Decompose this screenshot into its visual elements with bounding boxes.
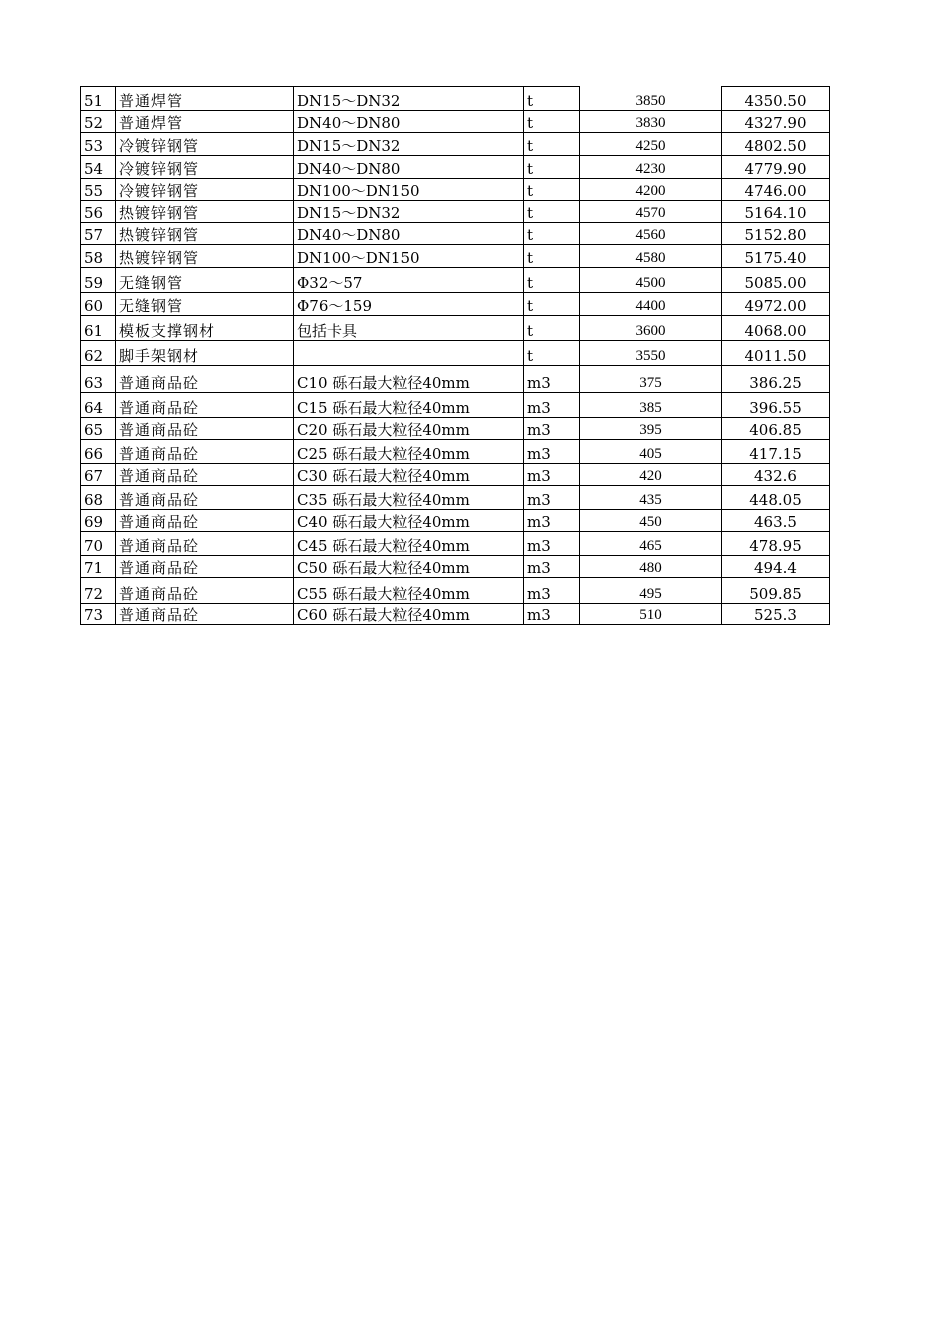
unit-cell: m3 <box>524 578 580 604</box>
adjusted-price: 406.85 <box>722 418 830 440</box>
unit-cell: t <box>524 87 580 111</box>
table-row <box>81 510 830 532</box>
table-row <box>81 156 830 179</box>
adjusted-price: 396.55 <box>722 393 830 418</box>
material-spec: C60 砾石最大粒径40mm <box>294 604 524 625</box>
adjusted-price: 448.05 <box>722 486 830 510</box>
adjusted-price: 417.15 <box>722 440 830 464</box>
material-spec <box>294 341 524 366</box>
unit-cell: t <box>524 223 580 245</box>
table-row <box>81 532 830 556</box>
material-spec: C25 砾石最大粒径40mm <box>294 440 524 464</box>
base-price: 510 <box>580 604 722 625</box>
table-row <box>81 366 830 393</box>
table-row <box>81 604 830 625</box>
adjusted-price: 5164.10 <box>722 201 830 223</box>
unit-cell: t <box>524 341 580 366</box>
table-row <box>81 201 830 223</box>
material-spec: DN100～DN150 <box>294 245 524 268</box>
material-name: 无缝钢管 <box>116 268 294 293</box>
base-price: 4560 <box>580 223 722 245</box>
base-price: 4500 <box>580 268 722 293</box>
unit-cell: m3 <box>524 418 580 440</box>
material-name: 普通商品砼 <box>116 604 294 625</box>
unit-cell: m3 <box>524 604 580 625</box>
adjusted-price: 494.4 <box>722 556 830 578</box>
table-row <box>81 440 830 464</box>
material-spec: DN40～DN80 <box>294 156 524 179</box>
row-number: 66 <box>81 440 116 464</box>
unit-cell: t <box>524 268 580 293</box>
unit-cell: t <box>524 201 580 223</box>
adjusted-price: 4972.00 <box>722 293 830 316</box>
row-number: 54 <box>81 156 116 179</box>
base-price: 3600 <box>580 316 722 341</box>
material-name: 脚手架钢材 <box>116 341 294 366</box>
material-spec: DN40～DN80 <box>294 111 524 133</box>
adjusted-price: 5085.00 <box>722 268 830 293</box>
material-spec: C50 砾石最大粒径40mm <box>294 556 524 578</box>
material-name: 普通商品砼 <box>116 510 294 532</box>
material-spec: C20 砾石最大粒径40mm <box>294 418 524 440</box>
adjusted-price: 4011.50 <box>722 341 830 366</box>
base-price: 385 <box>580 393 722 418</box>
material-spec: C15 砾石最大粒径40mm <box>294 393 524 418</box>
material-spec: C35 砾石最大粒径40mm <box>294 486 524 510</box>
table-row <box>81 464 830 486</box>
row-number: 57 <box>81 223 116 245</box>
material-spec: C45 砾石最大粒径40mm <box>294 532 524 556</box>
material-name: 冷镀锌钢管 <box>116 133 294 156</box>
material-spec: C10 砾石最大粒径40mm <box>294 366 524 393</box>
base-price: 3850 <box>580 87 722 111</box>
material-name: 普通商品砼 <box>116 393 294 418</box>
base-price: 405 <box>580 440 722 464</box>
base-price: 450 <box>580 510 722 532</box>
material-name: 热镀锌钢管 <box>116 201 294 223</box>
row-number: 56 <box>81 201 116 223</box>
material-spec: C30 砾石最大粒径40mm <box>294 464 524 486</box>
unit-cell: t <box>524 133 580 156</box>
material-name: 普通焊管 <box>116 87 294 111</box>
material-name: 普通商品砼 <box>116 464 294 486</box>
material-spec: 包括卡具 <box>294 316 524 341</box>
row-number: 63 <box>81 366 116 393</box>
material-spec: Φ32～57 <box>294 268 524 293</box>
unit-cell: t <box>524 156 580 179</box>
unit-cell: m3 <box>524 556 580 578</box>
row-number: 64 <box>81 393 116 418</box>
material-spec: DN100～DN150 <box>294 179 524 201</box>
row-number: 68 <box>81 486 116 510</box>
material-spec: C55 砾石最大粒径40mm <box>294 578 524 604</box>
row-number: 58 <box>81 245 116 268</box>
adjusted-price: 478.95 <box>722 532 830 556</box>
material-price-table <box>80 86 830 625</box>
row-number: 70 <box>81 532 116 556</box>
table-row <box>81 223 830 245</box>
base-price: 3830 <box>580 111 722 133</box>
row-number: 73 <box>81 604 116 625</box>
material-name: 冷镀锌钢管 <box>116 179 294 201</box>
material-spec: Φ76～159 <box>294 293 524 316</box>
material-spec: DN15～DN32 <box>294 201 524 223</box>
unit-cell: m3 <box>524 393 580 418</box>
adjusted-price: 4802.50 <box>722 133 830 156</box>
adjusted-price: 509.85 <box>722 578 830 604</box>
base-price: 395 <box>580 418 722 440</box>
unit-cell: m3 <box>524 486 580 510</box>
material-spec: DN40～DN80 <box>294 223 524 245</box>
material-name: 冷镀锌钢管 <box>116 156 294 179</box>
table-row <box>81 293 830 316</box>
row-number: 51 <box>81 87 116 111</box>
table-row <box>81 341 830 366</box>
adjusted-price: 5152.80 <box>722 223 830 245</box>
unit-cell: t <box>524 293 580 316</box>
table-row <box>81 316 830 341</box>
row-number: 69 <box>81 510 116 532</box>
table-body <box>81 87 830 625</box>
unit-cell: t <box>524 245 580 268</box>
adjusted-price: 5175.40 <box>722 245 830 268</box>
unit-cell: t <box>524 111 580 133</box>
material-name: 模板支撑钢材 <box>116 316 294 341</box>
unit-cell: t <box>524 179 580 201</box>
row-number: 60 <box>81 293 116 316</box>
adjusted-price: 4068.00 <box>722 316 830 341</box>
base-price: 435 <box>580 486 722 510</box>
base-price: 375 <box>580 366 722 393</box>
adjusted-price: 4779.90 <box>722 156 830 179</box>
base-price: 4250 <box>580 133 722 156</box>
unit-cell: m3 <box>524 366 580 393</box>
material-name: 普通商品砼 <box>116 556 294 578</box>
adjusted-price: 432.6 <box>722 464 830 486</box>
adjusted-price: 386.25 <box>722 366 830 393</box>
base-price: 495 <box>580 578 722 604</box>
adjusted-price: 463.5 <box>722 510 830 532</box>
base-price: 4200 <box>580 179 722 201</box>
table-row <box>81 486 830 510</box>
table-row <box>81 556 830 578</box>
material-name: 普通商品砼 <box>116 366 294 393</box>
table-row <box>81 418 830 440</box>
table-row <box>81 268 830 293</box>
base-price: 4570 <box>580 201 722 223</box>
table-row <box>81 111 830 133</box>
base-price: 480 <box>580 556 722 578</box>
unit-cell: t <box>524 316 580 341</box>
row-number: 53 <box>81 133 116 156</box>
table-row <box>81 133 830 156</box>
material-name: 普通商品砼 <box>116 532 294 556</box>
material-name: 热镀锌钢管 <box>116 223 294 245</box>
adjusted-price: 525.3 <box>722 604 830 625</box>
unit-cell: m3 <box>524 464 580 486</box>
base-price: 465 <box>580 532 722 556</box>
row-number: 67 <box>81 464 116 486</box>
unit-cell: m3 <box>524 510 580 532</box>
material-name: 无缝钢管 <box>116 293 294 316</box>
table-row <box>81 393 830 418</box>
row-number: 61 <box>81 316 116 341</box>
row-number: 71 <box>81 556 116 578</box>
material-name: 普通商品砼 <box>116 418 294 440</box>
row-number: 62 <box>81 341 116 366</box>
material-spec: C40 砾石最大粒径40mm <box>294 510 524 532</box>
unit-cell: m3 <box>524 532 580 556</box>
row-number: 59 <box>81 268 116 293</box>
unit-cell: m3 <box>524 440 580 464</box>
material-spec: DN15～DN32 <box>294 87 524 111</box>
row-number: 55 <box>81 179 116 201</box>
table-row <box>81 87 830 111</box>
material-name: 普通商品砼 <box>116 578 294 604</box>
material-name: 普通商品砼 <box>116 440 294 464</box>
material-spec: DN15～DN32 <box>294 133 524 156</box>
table-row <box>81 179 830 201</box>
row-number: 72 <box>81 578 116 604</box>
adjusted-price: 4746.00 <box>722 179 830 201</box>
base-price: 4400 <box>580 293 722 316</box>
material-name: 普通商品砼 <box>116 486 294 510</box>
base-price: 4580 <box>580 245 722 268</box>
base-price: 3550 <box>580 341 722 366</box>
table-row <box>81 245 830 268</box>
row-number: 52 <box>81 111 116 133</box>
base-price: 4230 <box>580 156 722 179</box>
row-number: 65 <box>81 418 116 440</box>
material-name: 普通焊管 <box>116 111 294 133</box>
table-row <box>81 578 830 604</box>
base-price: 420 <box>580 464 722 486</box>
adjusted-price: 4350.50 <box>722 87 830 111</box>
material-name: 热镀锌钢管 <box>116 245 294 268</box>
adjusted-price: 4327.90 <box>722 111 830 133</box>
